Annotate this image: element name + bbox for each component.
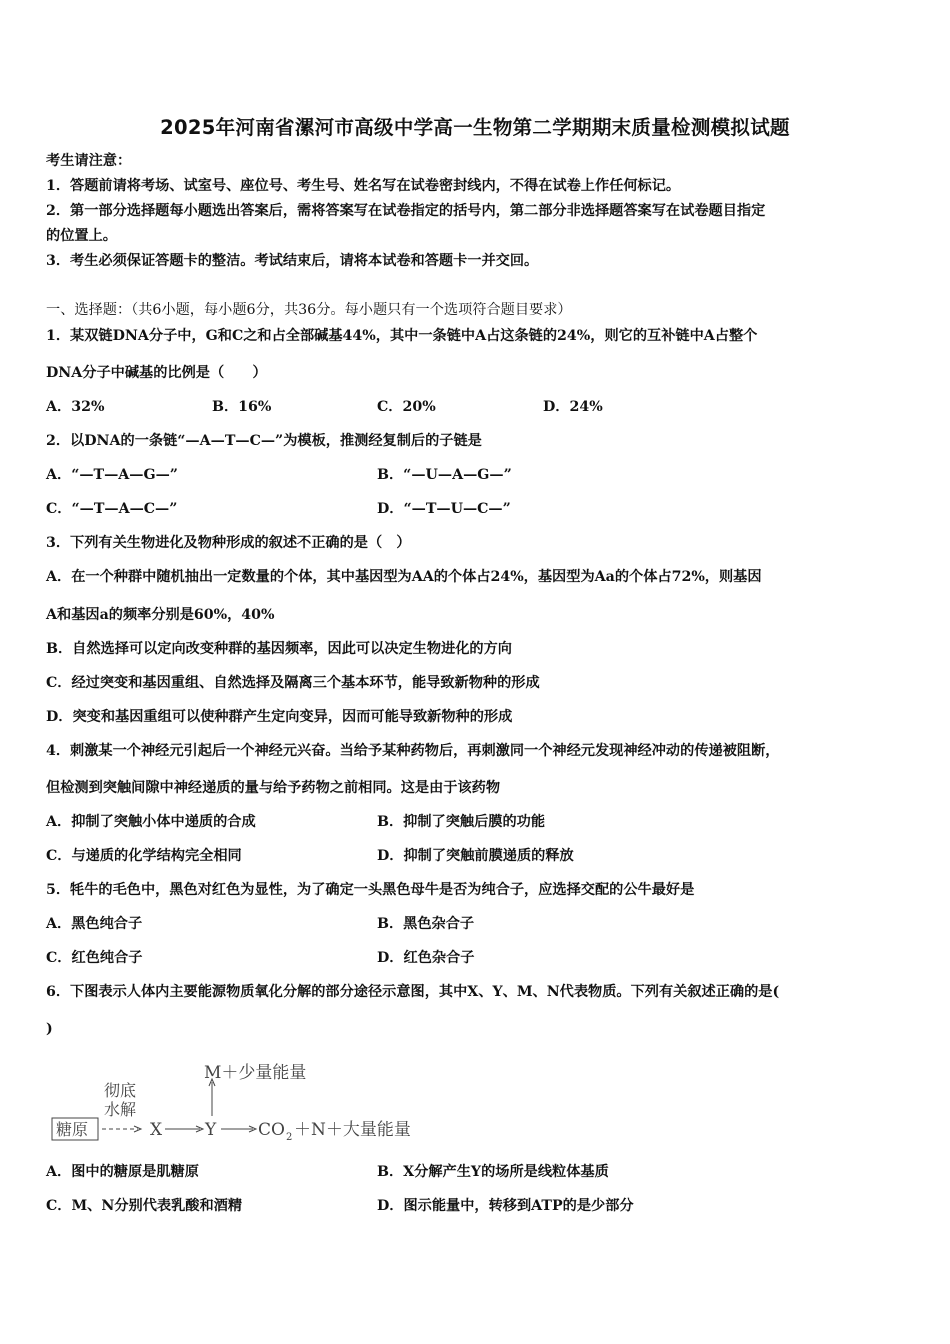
notice-item-2-cont: 的位置上。 <box>46 228 117 244</box>
q4-option-b: B．抑制了突触后膜的功能 <box>377 814 546 830</box>
diagram-co2-subscript: 2 <box>286 1132 293 1143</box>
q5-stem: 5．牦牛的毛色中，黑色对红色为显性，为了确定一头黑色母牛是否为纯合子，应选择交配的公牛最好是 <box>46 882 695 898</box>
diagram-x-label: X <box>150 1120 163 1140</box>
q3-option-d: D．突变和基因重组可以使种群产生定向变异，因而可能导致新物种的形成 <box>46 709 513 725</box>
notice-item-1: 1．答题前请将考场、试室号、座位号、考生号、姓名写在试卷密封线内，不得在试卷上作任何标记。 <box>46 178 681 194</box>
q3-option-b: B．自然选择可以定向改变种群的基因频率，因此可以决定生物进化的方向 <box>46 641 512 657</box>
q4-option-d: D．抑制了突触前膜递质的释放 <box>377 848 574 864</box>
q4-option-c: C．与递质的化学结构完全相同 <box>46 848 242 864</box>
diagram-process-label-1: 彻底 <box>104 1081 137 1100</box>
notice-heading: 考生请注意： <box>46 153 132 169</box>
q2-option-d: D．“—T—U—C—” <box>377 501 511 517</box>
q2-option-a: A．“—T—A—G—” <box>46 467 178 483</box>
notice-item-3: 3．考生必须保证答题卡的整洁。考试结束后，请将本试卷和答题卡一并交回。 <box>46 253 539 269</box>
q1-stem: 1．某双链DNA分子中，G和C之和占全部碱基44%，其中一条链中A占这条链的24%，则它的互补链中A占整个 <box>46 328 758 344</box>
notice-item-2: 2．第一部分选择题每小题选出答案后，需将答案写在试卷指定的括号内，第二部分非选择题答案写在试卷题目指定 <box>46 203 766 219</box>
q5-option-a: A．黑色纯合子 <box>46 916 143 932</box>
q3-stem: 3．下列有关生物进化及物种形成的叙述不正确的是（ ） <box>46 535 411 551</box>
diagram-top-label: M＋少量能量 <box>204 1063 307 1083</box>
q1-stem-cont: DNA分子中碱基的比例是（ ） <box>46 365 267 381</box>
diagram-process-label-2: 水解 <box>104 1100 137 1119</box>
q3-option-a: A．在一个种群中随机抽出一定数量的个体，其中基因型为AA的个体占24%，基因型为Aa的个体占72%，则基因 <box>46 569 762 585</box>
q6-stem-cont: ) <box>46 1021 53 1037</box>
q3-option-c: C．经过突变和基因重组、自然选择及隔离三个基本环节，能导致新物种的形成 <box>46 675 540 691</box>
q1-option-a: A．32% <box>46 399 105 415</box>
page-title: 2025年河南省漯河市高级中学高一生物第二学期期末质量检测模拟试题 <box>160 116 790 139</box>
q1-option-b: B．16% <box>212 399 272 415</box>
q6-option-b: B．X分解产生Y的场所是线粒体基质 <box>377 1164 609 1180</box>
q6-stem: 6．下图表示人体内主要能源物质氧化分解的部分途径示意图，其中X、Y、M、N代表物质。下列有关叙述正确的是( <box>46 984 780 1000</box>
q5-option-b: B．黑色杂合子 <box>377 916 475 932</box>
q2-stem: 2．以DNA的一条链“—A—T—C—”为模板，推测经复制后的子链是 <box>46 433 482 449</box>
q4-stem-cont: 但检测到突触间隙中神经递质的量与给予药物之前相同。这是由于该药物 <box>46 780 501 796</box>
section-heading: 一、选择题：（共6小题，每小题6分，共36分。每小题只有一个选项符合题目要求） <box>46 302 572 318</box>
q4-stem: 4．刺激某一个神经元引起后一个神经元兴奋。当给予某种药物后，再刺激同一个神经元发现神经冲动的传递被阻断， <box>46 743 780 759</box>
q3-option-a-cont: A和基因a的频率分别是60%，40% <box>46 607 275 623</box>
q5-option-c: C．红色纯合子 <box>46 950 143 966</box>
q2-option-c: C．“—T—A—C—” <box>46 501 178 517</box>
q4-option-a: A．抑制了突触小体中递质的合成 <box>46 814 256 830</box>
q1-option-d: D．24% <box>543 399 603 415</box>
diagram-tail-label: ＋N＋大量能量 <box>294 1120 411 1140</box>
diagram-y-label: Y <box>205 1120 217 1140</box>
q6-option-d: D．图示能量中，转移到ATP的是少部分 <box>377 1198 634 1214</box>
diagram-co2-label: CO <box>258 1120 285 1140</box>
diagram-glycogen-label: 糖原 <box>56 1120 89 1139</box>
q1-option-c: C．20% <box>377 399 436 415</box>
q5-option-d: D．红色杂合子 <box>377 950 475 966</box>
metabolism-diagram <box>48 1052 448 1152</box>
q6-option-c: C．M、N分别代表乳酸和酒精 <box>46 1198 243 1214</box>
q6-option-a: A．图中的糖原是肌糖原 <box>46 1164 199 1180</box>
q2-option-b: B．“—U—A—G—” <box>377 467 512 483</box>
